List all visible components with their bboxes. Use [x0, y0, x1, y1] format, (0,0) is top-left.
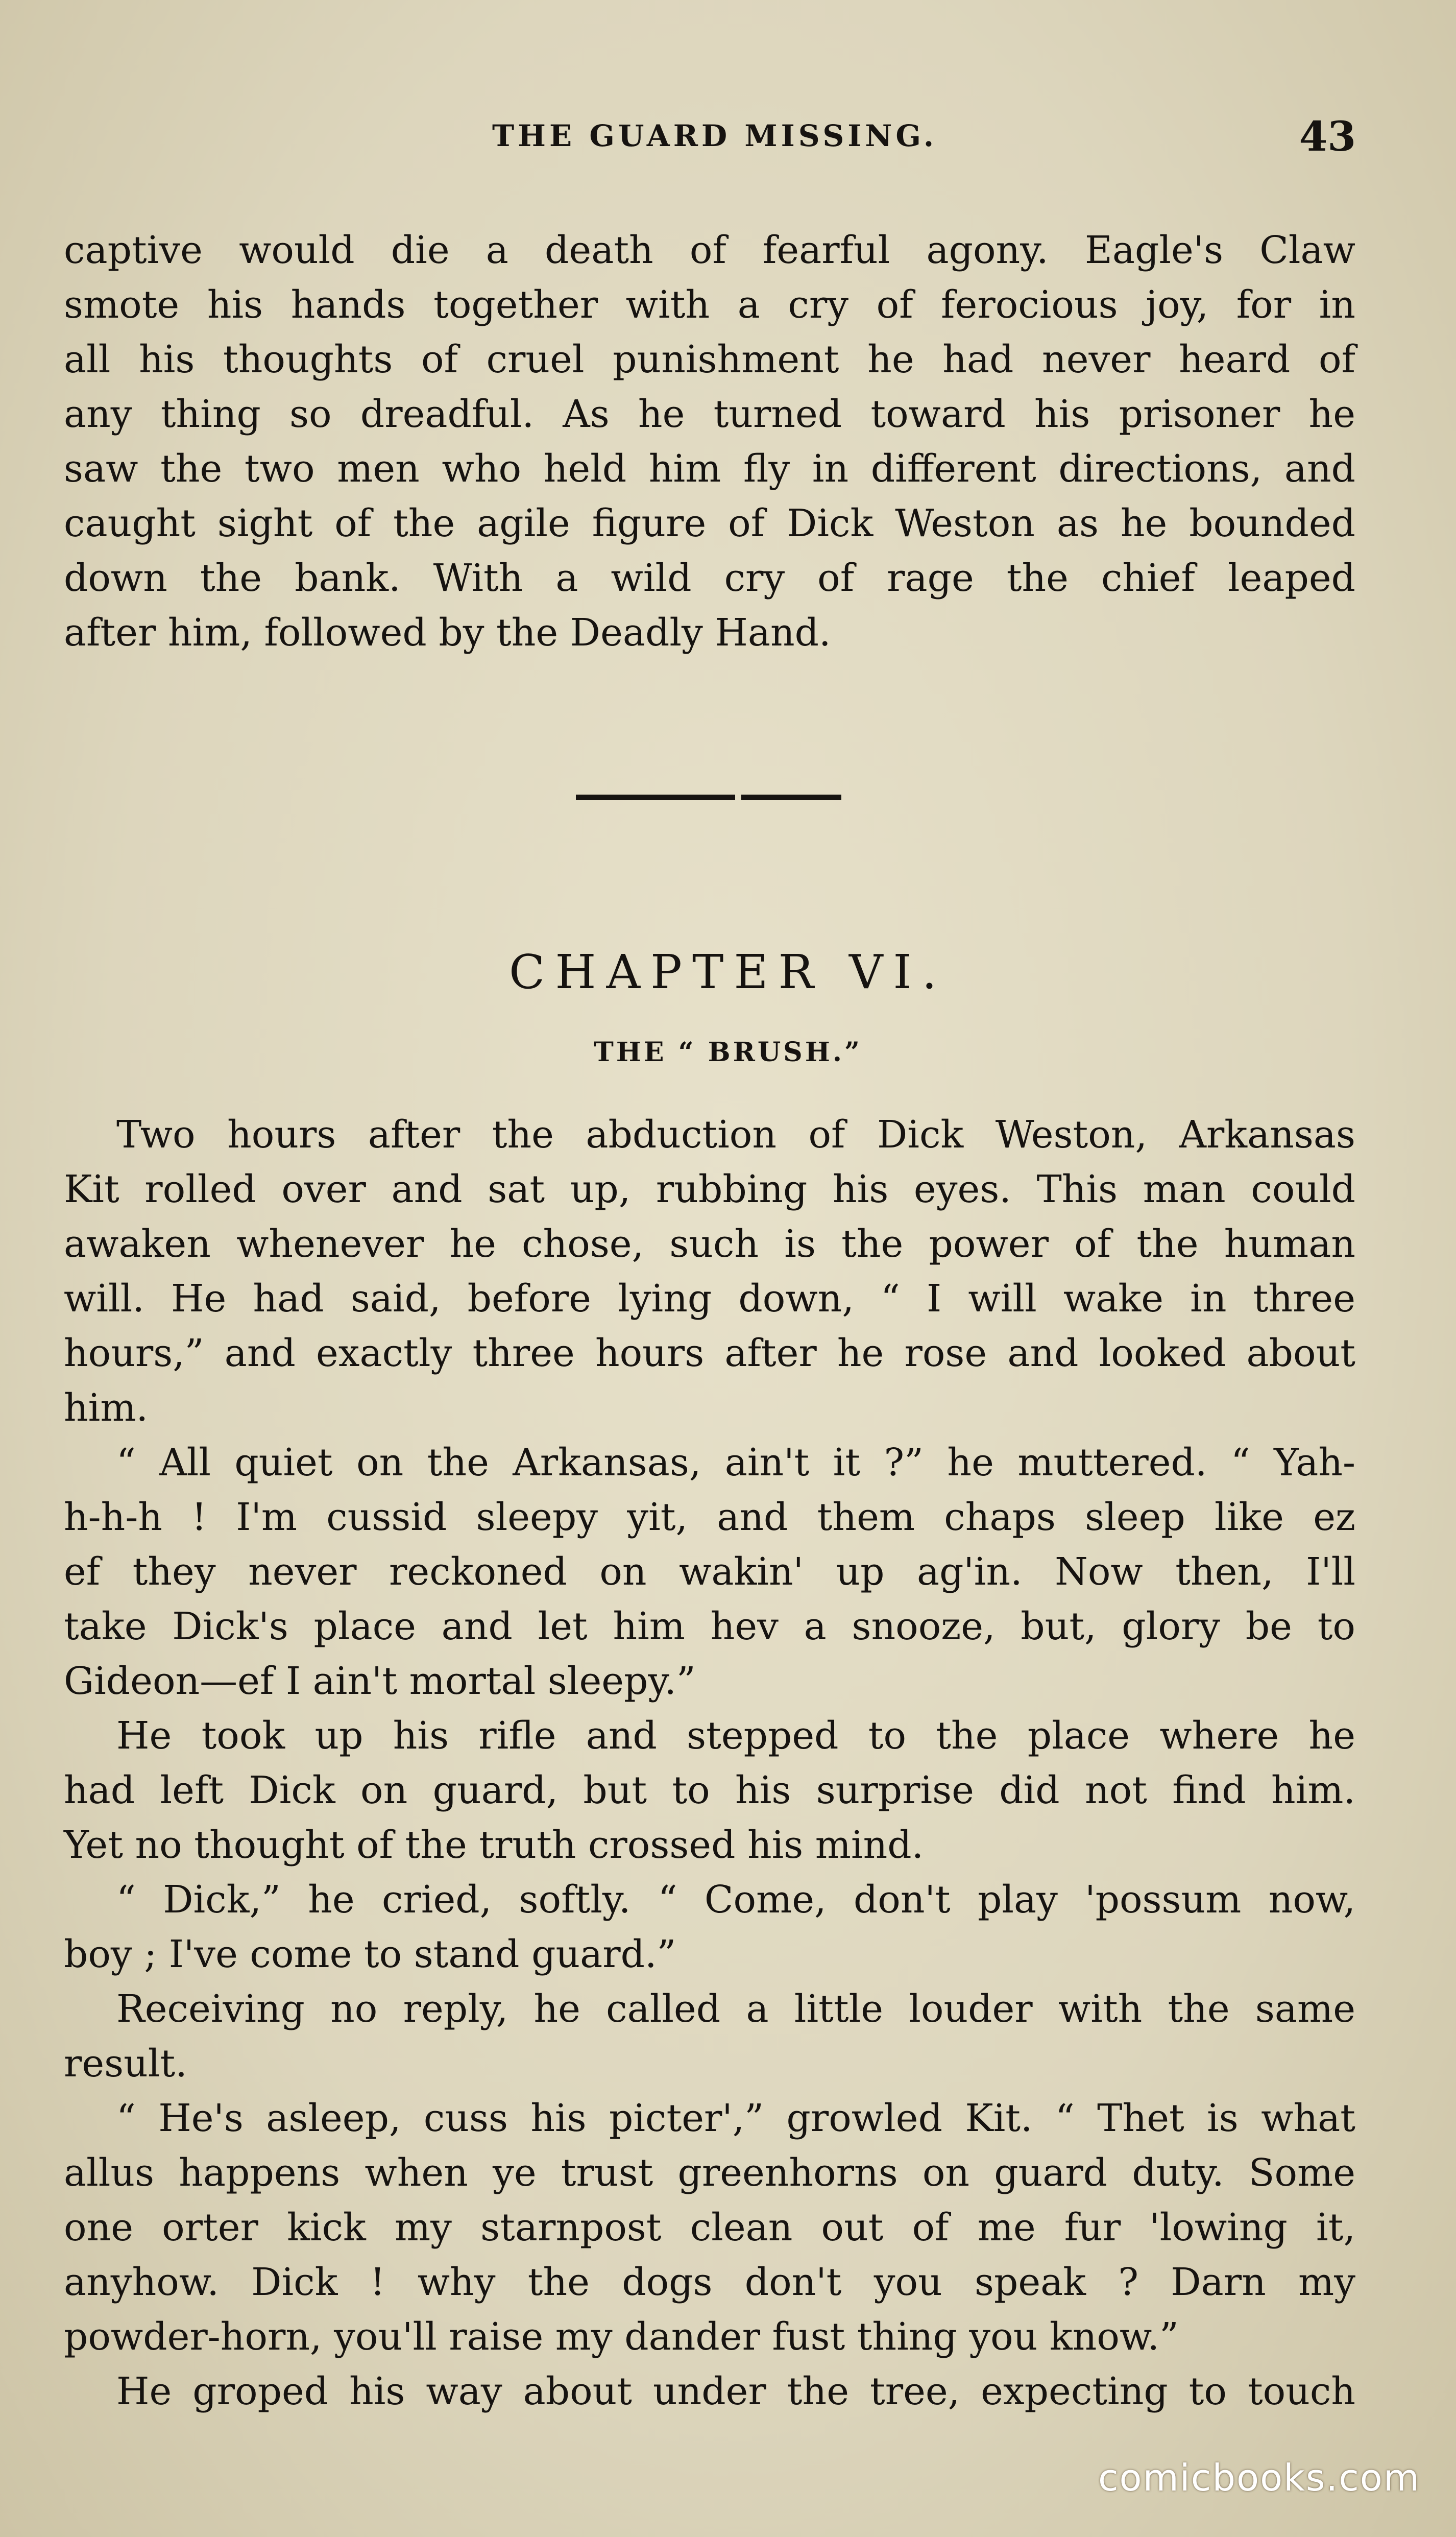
text-line: anyhow. Dick ! why the dogs don't you speak ? Darn my	[64, 2260, 1355, 2304]
text-line: Gideon—ef I ain't mortal sleepy.”	[64, 1659, 696, 1703]
chapter-title: CHAPTER VI.	[508, 945, 948, 999]
text-line: after him, followed by the Deadly Hand.	[64, 611, 831, 655]
chapter-divider-gap	[735, 795, 741, 800]
text-line: h-h-h ! I'm cussid sleepy yit, and them chaps sleep like ez	[64, 1495, 1355, 1539]
text-line: awaken whenever he chose, such is the power of the human	[64, 1222, 1355, 1266]
text-line: any thing so dreadful. As he turned toward his prisoner he	[64, 392, 1355, 436]
text-line: will. He had said, before lying down, “ I will wake in three	[64, 1277, 1355, 1321]
text-line: ef they never reckoned on wakin' up ag'in. Now then, I'll	[64, 1550, 1355, 1594]
text-line: “ Dick,” he cried, softly. “ Come, don't play 'possum now,	[116, 1878, 1355, 1922]
text-line: all his thoughts of cruel punishment he had never heard of	[64, 338, 1355, 381]
text-line: Yet no thought of the truth crossed his mind.	[64, 1823, 924, 1867]
text-line: Receiving no reply, he called a little louder with the same	[116, 1987, 1355, 2031]
chapter-divider	[576, 795, 841, 800]
text-line: take Dick's place and let him hev a snooze, but, glory be to	[64, 1605, 1355, 1648]
text-line: him.	[64, 1386, 149, 1430]
text-line: had left Dick on guard, but to his surprise did not find him.	[64, 1768, 1355, 1812]
text-line: Kit rolled over and sat up, rubbing his eyes. This man could	[64, 1167, 1355, 1211]
text-line: “ He's asleep, cuss his picter',” growled Kit. “ Thet is what	[116, 2096, 1355, 2140]
text-line: “ All quiet on the Arkansas, ain't it ?” he muttered. “ Yah-	[116, 1441, 1355, 1485]
text-line: Two hours after the abduction of Dick Weston, Arkansas	[116, 1113, 1355, 1157]
running-head: THE GUARD MISSING.	[492, 118, 938, 153]
text-line: He groped his way about under the tree, expecting to touch	[116, 2370, 1355, 2413]
watermark: comicbooks.com	[1098, 2456, 1420, 2499]
text-line: captive would die a death of fearful agony. Eagle's Claw	[64, 228, 1355, 272]
text-line: saw the two men who held him fly in different directions, and	[64, 447, 1355, 491]
page-number: 43	[1299, 112, 1356, 160]
text-line: He took up his rifle and stepped to the place where he	[116, 1714, 1355, 1758]
text-line: allus happens when ye trust greenhorns on guard duty. Some	[64, 2151, 1355, 2195]
text-line: smote his hands together with a cry of ferocious joy, for in	[64, 283, 1355, 327]
text-line: boy ; I've come to stand guard.”	[64, 1932, 676, 1976]
text-line: down the bank. With a wild cry of rage the chief leaped	[64, 556, 1355, 600]
chapter-subtitle: THE “ BRUSH.”	[594, 1037, 862, 1068]
text-line: one orter kick my starnpost clean out of me fur 'lowing it,	[64, 2206, 1355, 2249]
text-line: hours,” and exactly three hours after he rose and looked about	[64, 1331, 1355, 1375]
text-line: caught sight of the agile figure of Dick Weston as he bounded	[64, 501, 1355, 545]
text-line: result.	[64, 2042, 187, 2086]
text-line: powder-horn, you'll raise my dander fust thing you know.”	[64, 2315, 1179, 2359]
